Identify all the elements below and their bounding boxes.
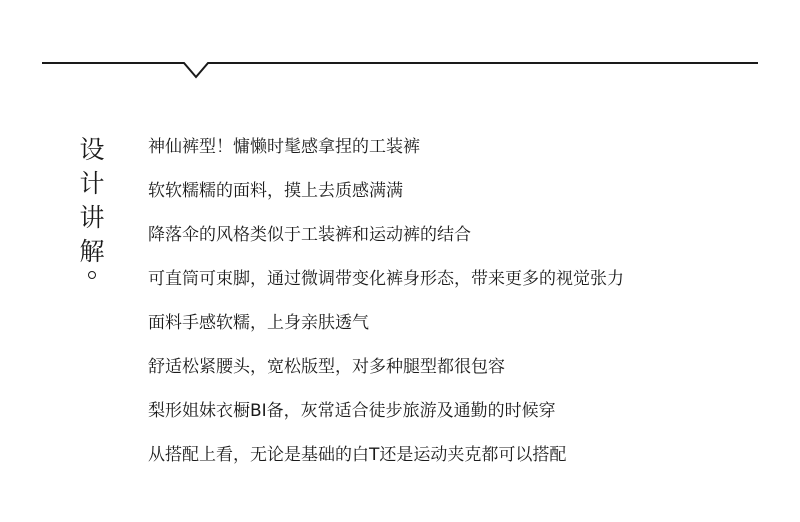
feature-line: 可直筒可束脚，通过微调带变化裤身形态，带来更多的视觉张力 bbox=[148, 269, 624, 289]
section-title-char: 设 bbox=[79, 135, 105, 164]
feature-line: 面料手感软糯，上身亲肤透气 bbox=[148, 313, 369, 333]
feature-line: 梨形姐妹衣橱BI备，灰常适合徒步旅游及通勤的时候穿 bbox=[148, 401, 556, 421]
feature-line: 舒适松紧腰头，宽松版型，对多种腿型都很包容 bbox=[148, 357, 505, 377]
feature-list bbox=[148, 133, 768, 485]
section-title-char: 讲 bbox=[79, 203, 105, 232]
header-divider bbox=[0, 0, 800, 100]
feature-line: 软软糯糯的面料，摸上去质感满满 bbox=[148, 181, 403, 201]
divider-line-with-notch bbox=[42, 63, 758, 77]
feature-line: 从搭配上看，无论是基础的白T还是运动夹克都可以搭配 bbox=[148, 445, 567, 465]
section-title-vertical bbox=[76, 133, 108, 279]
section-title-period-mark bbox=[88, 271, 96, 279]
feature-line: 神仙裤型！慵懒时髦感拿捏的工装裤 bbox=[148, 137, 420, 157]
feature-line: 降落伞的风格类似于工装裤和运动裤的结合 bbox=[148, 225, 471, 245]
section-title-char: 计 bbox=[79, 169, 105, 198]
section-title-char: 解 bbox=[79, 237, 105, 266]
